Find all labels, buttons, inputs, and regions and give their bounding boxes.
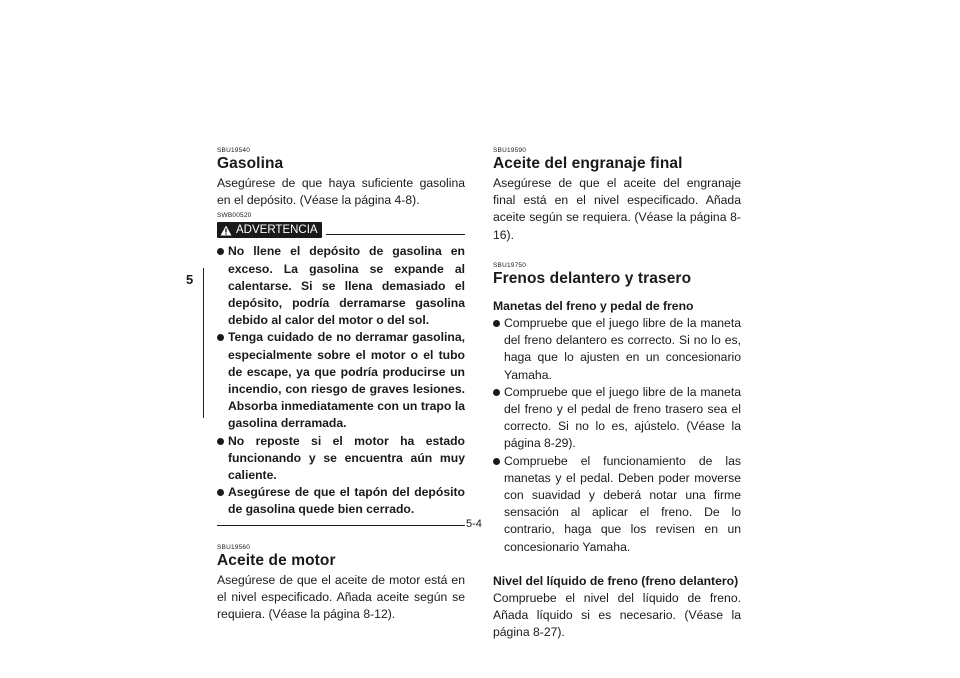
warning-code: SWB00520 xyxy=(217,212,252,220)
warning-list xyxy=(217,243,465,518)
subsection-title-manetas: Manetas del freno y pedal de freno xyxy=(493,298,694,313)
brake-check-list xyxy=(493,315,741,556)
section-title-aceite-engranaje: Aceite del engranaje final xyxy=(493,155,683,172)
section-text-aceite-engranaje: Asegúrese de que el aceite del engranaje final está en el nivel especificado. Añada aceite según se requiera. (Véase la página 8-16). xyxy=(493,176,741,242)
right-column xyxy=(493,147,741,642)
left-column xyxy=(217,147,465,623)
warning-triangle-icon xyxy=(220,225,232,236)
bullet-icon xyxy=(493,389,500,396)
bullet-icon xyxy=(217,489,224,496)
warning-badge xyxy=(217,222,322,238)
warning-item: Asegúrese de que el tapón del depósito de gasolina quede bien cerrado. xyxy=(217,484,465,518)
page-number: 5-4 xyxy=(466,518,482,530)
section-code: SBU19540 xyxy=(217,147,251,154)
warning-item: No llene el depósito de gasolina en exceso. La gasolina se expande al calentarse. Si se llena demasiado el depósito, podría derramarse gasolina debido al calor del motor o del sol. xyxy=(217,243,465,329)
warning-end-rule xyxy=(217,525,465,526)
warning-item: No reposte si el motor ha estado funcionando y se encuentra aún muy caliente. xyxy=(217,433,465,485)
section-code: SBU19590 xyxy=(493,147,527,154)
chapter-number: 5 xyxy=(186,272,194,287)
chapter-tab xyxy=(183,268,204,418)
bullet-icon xyxy=(217,334,224,341)
list-item: Compruebe que el juego libre de la maneta del freno delantero es correcto. Si no lo es, haga que lo ajusten en un concesionario Yamaha. xyxy=(493,315,741,384)
warning-item: Tenga cuidado de no derramar gasolina, especialmente sobre el motor o el tubo de escape, ya que podría producirse un incendio, con riesgo de graves lesiones. Absorba inmediatamente con un trapo la gasolina derramada. xyxy=(217,329,465,432)
warning-header xyxy=(217,221,465,239)
bullet-icon xyxy=(493,458,500,465)
subsection-title-liquido: Nivel del líquido de freno (freno delantero) xyxy=(493,573,739,588)
section-text-gasolina: Asegúrese de que haya suficiente gasolina en el depósito. (Véase la página 4-8). xyxy=(217,176,465,208)
section-title-aceite-motor: Aceite de motor xyxy=(217,551,336,569)
section-text-liquido: Compruebe el nivel del líquido de freno. Añada líquido si es necesario. (Véase la página 8-27). xyxy=(493,591,741,640)
list-item: Compruebe que el juego libre de la maneta del freno y el pedal de freno trasero sea el correcto. Si no lo es, ajústelo. (Véase la página 8-29). xyxy=(493,384,741,453)
section-title-gasolina: Gasolina xyxy=(217,155,284,172)
section-title-frenos: Frenos delantero y trasero xyxy=(493,269,692,287)
section-text-aceite-motor: Asegúrese de que el aceite de motor está en el nivel especificado. Añada aceite según se requiera. (Véase la página 8-12). xyxy=(217,572,465,622)
section-code: SBU19560 xyxy=(217,543,251,551)
list-item: Compruebe el funcionamiento de las manetas y el pedal. Deben poder moverse con suavidad y deberá notar una firme sensación al aplicar el freno. De lo contrario, haga que los revisen en un concesionario Yamaha. xyxy=(493,453,741,556)
warning-label: ADVERTENCIA xyxy=(236,224,318,237)
bullet-icon xyxy=(493,320,500,327)
section-code: SBU19750 xyxy=(493,261,527,269)
bullet-icon xyxy=(217,438,224,445)
bullet-icon xyxy=(217,248,224,255)
warning-rule xyxy=(326,234,465,235)
